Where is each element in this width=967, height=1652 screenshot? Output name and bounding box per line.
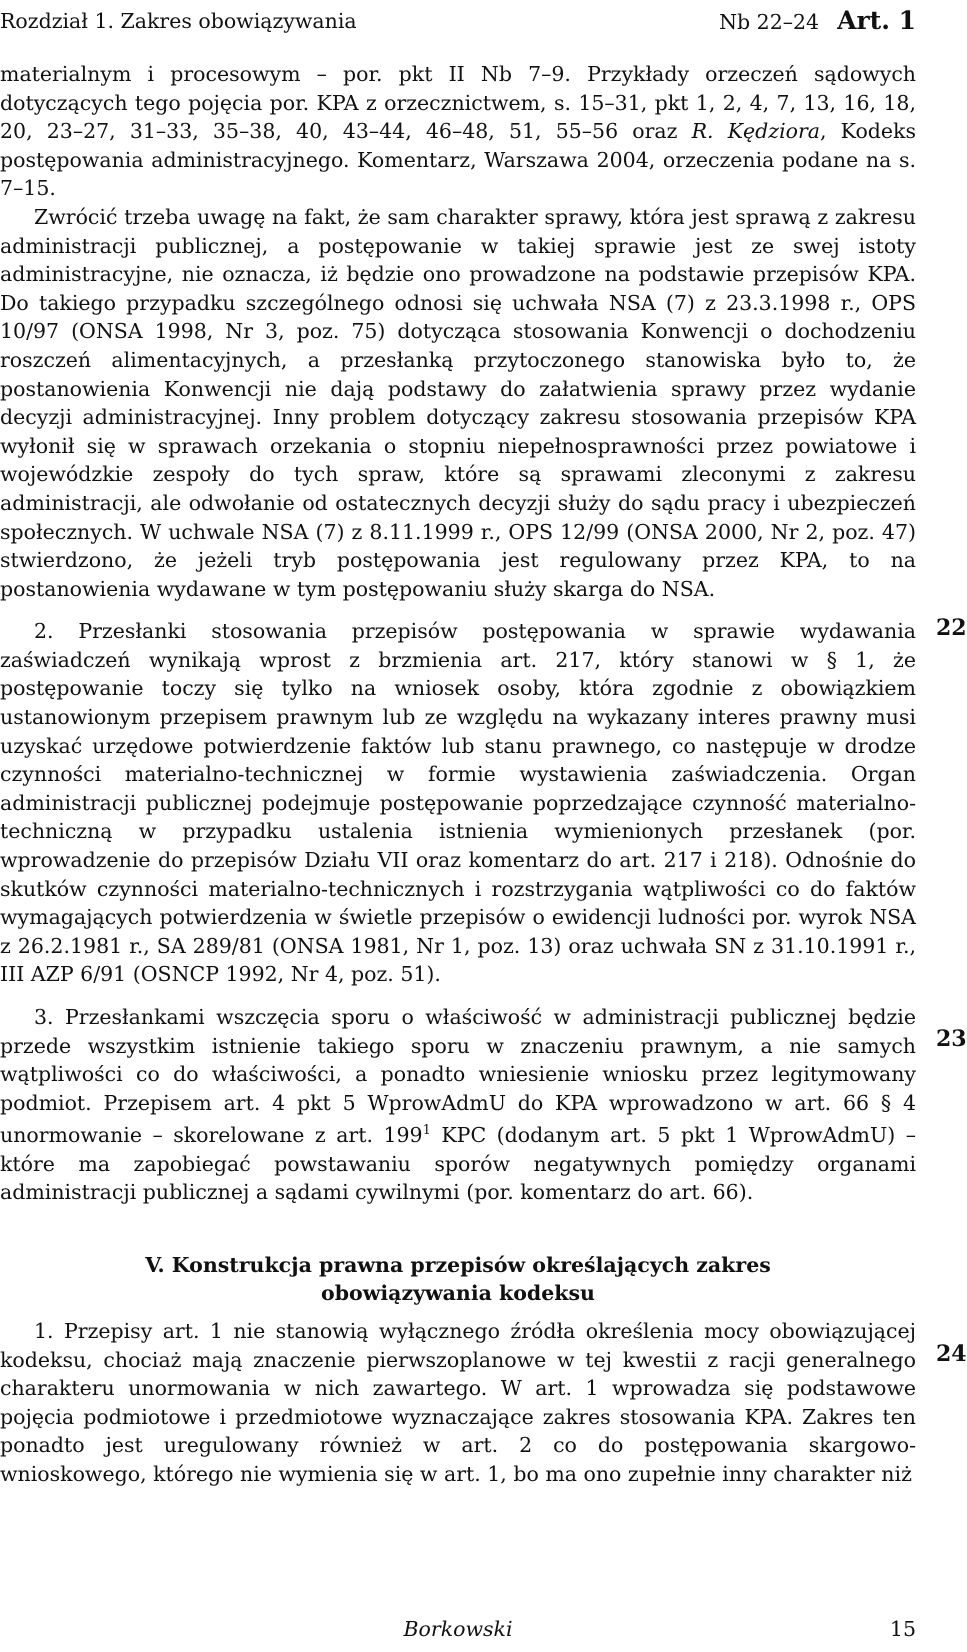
running-header xyxy=(0,6,916,36)
nb-range: Nb 22–24 xyxy=(719,10,820,34)
margin-number-23: 23 xyxy=(936,1026,967,1052)
section-heading: V. Konstrukcja prawna przepisów określających zakres obowiązywania kodeksu xyxy=(145,1252,771,1305)
paragraph-continuation: materialnym i procesowym – por. pkt II Nb 7–9. Przykłady orzeczeń sądowych dotyczących tego pojęcia por. KPA z orzecznictwem, s. 15–31, pkt 1, 2, 4, 7, 13, 16, 18, 20, 23–27, 31–33, 35–38, 40, 43–44, 46–48, 51, 55–56 oraz R. Kędziora, Kodeks postępowania administracyjnego. Komentarz, Warszawa 2004, orzeczenia podane na s. 7–15. xyxy=(0,62,916,201)
paragraph-point-3: 3. Przesłankami wszczęcia sporu o właściwość w administracji publicznej będzie przede wszystkim istnienie takiego sporu w znaczeniu prawnym, a nie samych wątpliwości co do właściwości, a ponadto wniesienie wniosku przez legitymowany podmiot. Przepisem art. 4 pkt 5 WprowAdmU do KPA wprowadzono w art. 66 § 4 unormowanie – skorelowane z art. $199^1$ KPC (dodanym art. 5 pkt 1 WprowAdmU) – które ma zapobiegać powstawaniu sporów negatywnych pomiędzy organami administracji publicznej a sądami cywilnymi (por. komentarz do art. 66). xyxy=(0,1005,916,1205)
header-right xyxy=(719,6,916,37)
superscript: 1 xyxy=(422,1123,431,1139)
margin-number-24: 24 xyxy=(936,1341,967,1367)
body-text xyxy=(0,60,916,1489)
paragraph-point-2: 2. Przesłanki stosowania przepisów postępowania w sprawie wydawania zaświadczeń wynikają wprost z brzmienia art. 217, który stanowi w § 1, że postępowanie toczy się tylko na wniosek osoby, która zgodnie z obowiązkiem ustanowionym przepisem prawnym lub ze względu na wykazany interes prawny musi uzyskać urzędowe potwierdzenie faktów lub stanu prawnego, co następuje w drodze czynności materialno-technicznej w formie wystawienia zaświadczenia. Organ administracji publicznej podejmuje postępowanie poprzedzające czynność materialno-techniczną w przypadku ustalenia istnienia wymienionych przesłanek (por. wprowadzenie do przepisów Działu VII oraz komentarz do art. 217 i 218). Odnośnie do skutków czynności materialno-technicznych i rozstrzygania wątpliwości co do faktów wymagających potwierdzenia w świetle przepisów o ewidencji ludności por. wyrok NSA z 26.2.1981 r., SA 289/81 (ONSA 1981, Nr 1, poz. 13) oraz uchwała SN z 31.10.1991 r., III AZP 6/91 (OSNCP 1992, Nr 4, poz. 51). xyxy=(0,619,916,987)
paragraph: Zwrócić trzeba uwagę na fakt, że sam charakter sprawy, która jest sprawą z zakresu administracji publicznej, a postępowanie w takiej sprawie jest ze swej istoty administracyjne, nie oznacza, iż będzie ono prowadzone na podstawie przepisów KPA. Do takiego przypadku szczególnego odnosi się uchwała NSA (7) z 23.3.1998 r., OPS 10/97 (ONSA 1998, Nr 3, poz. 75) dotycząca stosowania Konwencji o dochodzeniu roszczeń alimentacyjnych, a przesłanką przytoczonego stanowiska było to, że postanowienia Konwencji nie dają podstawy do załatwienia sprawy przez wydanie decyzji administracyjnej. Inny problem dotyczący zakresu stosowania przepisów KPA wyłonił się w sprawach orzekania o stopniu niepełnosprawności przez powiatowe i wojewódzkie zespoły do tych spraw, które są sprawami zleconymi z zakresu administracji, ale odwołanie od ostatecznych decyzji służy do sądu pracy i ubezpieczeń społecznych. W uchwale NSA (7) z 8.11.1999 r., OPS 12/99 (ONSA 2000, Nr 2, poz. 47) stwierdzono, że jeżeli tryb postępowania jest regulowany przez KPA, to na postanowienia wydawane w tym postępowaniu służy skarga do NSA. xyxy=(0,204,916,601)
chapter-title: Rozdział 1. Zakres obowiązywania xyxy=(0,9,357,33)
paragraph-point-1: 1. Przepisy art. 1 nie stanowią wyłącznego źródła określenia mocy obowiązującej kodeksu, chociaż mają znaczenie pierwszoplanowe w tej kwestii z racji generalnego charakteru unormowania w nich zawartego. W art. 1 wprowadza się podstawowe pojęcia podmiotowe i przedmiotowe wyznaczające zakres stosowania KPA. Zakres ten ponadto jest uregulowany również w art. 2 co do postępowania skargowo-wnioskowego, którego nie wymienia się w art. 1, bo ma ono zupełnie inny charakter niż xyxy=(0,1318,916,1486)
page-number: 15 xyxy=(889,1617,916,1641)
margin-number-22: 22 xyxy=(936,615,967,641)
article-label: Art. 1 xyxy=(837,6,916,35)
footer-author: Borkowski xyxy=(403,1617,513,1641)
author-name: R. Kędziora xyxy=(691,119,821,144)
page-footer xyxy=(0,1614,916,1644)
